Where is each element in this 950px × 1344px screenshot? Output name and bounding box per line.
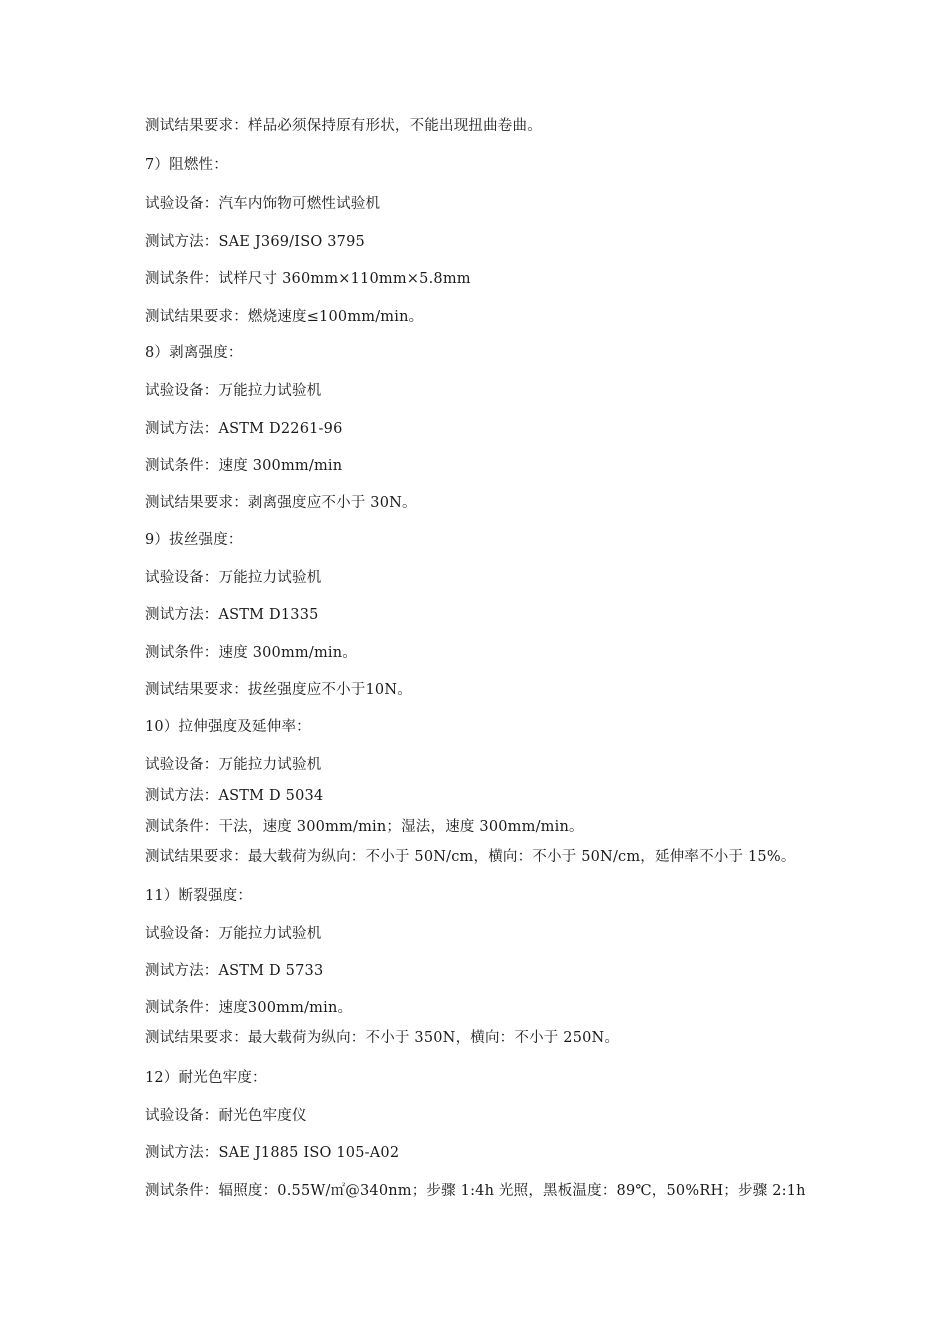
section-heading: 11）断裂强度：: [145, 888, 253, 904]
section-heading: 7）阻燃性：: [145, 157, 228, 173]
text-line: 试验设备：万能拉力试验机: [145, 570, 322, 586]
text-line: 测试条件：辐照度：0.55W/㎡@340nm；步骤 1:4h 光照，黑板温度：89℃，50%RH；步骤 2:1h: [145, 1183, 806, 1199]
text-line: 测试条件：速度 300mm/min: [145, 458, 343, 474]
section-heading: 8）剥离强度：: [145, 345, 243, 361]
text-line: 测试条件：速度300mm/min。: [145, 1000, 353, 1016]
text-line: 测试条件：干法，速度 300mm/min；湿法，速度 300mm/min。: [145, 819, 584, 835]
section-heading: 9）拔丝强度：: [145, 532, 243, 548]
text-line: 试验设备：万能拉力试验机: [145, 926, 322, 942]
text-line: 测试结果要求：拔丝强度应不小于10N。: [145, 682, 412, 698]
text-line: 试验设备：汽车内饰物可燃性试验机: [145, 196, 381, 212]
section-heading: 12）耐光色牢度：: [145, 1070, 267, 1086]
text-line: 测试条件：试样尺寸 360mm×110mm×5.8mm: [145, 271, 471, 287]
text-line: 试验设备：万能拉力试验机: [145, 383, 322, 399]
text-line: 测试方法：ASTM D1335: [145, 607, 319, 623]
text-line: 测试结果要求：最大载荷为纵向：不小于 350N，横向：不小于 250N。: [145, 1030, 620, 1046]
text-line: 测试方法：ASTM D2261-96: [145, 421, 343, 437]
text-line: 测试方法：SAE J1885 ISO 105-A02: [145, 1145, 400, 1161]
text-line: 测试结果要求：剥离强度应不小于 30N。: [145, 495, 417, 511]
text-line: 试验设备：万能拉力试验机: [145, 757, 322, 773]
text-line: 测试方法：ASTM D 5034: [145, 788, 324, 804]
text-line: 测试结果要求：最大载荷为纵向：不小于 50N/cm，横向：不小于 50N/cm，延伸率不小于 15%。: [145, 849, 796, 865]
text-line: 测试方法：ASTM D 5733: [145, 963, 324, 979]
text-line: 试验设备：耐光色牢度仪: [145, 1108, 307, 1124]
text-line: 测试方法：SAE J369/ISO 3795: [145, 234, 365, 250]
section-heading: 10）拉伸强度及延伸率：: [145, 719, 311, 735]
text-line: 测试结果要求：燃烧速度≤100mm/min。: [145, 309, 424, 325]
text-line: 测试结果要求：样品必须保持原有形状，不能出现扭曲卷曲。: [145, 118, 542, 134]
text-line: 测试条件：速度 300mm/min。: [145, 645, 357, 661]
